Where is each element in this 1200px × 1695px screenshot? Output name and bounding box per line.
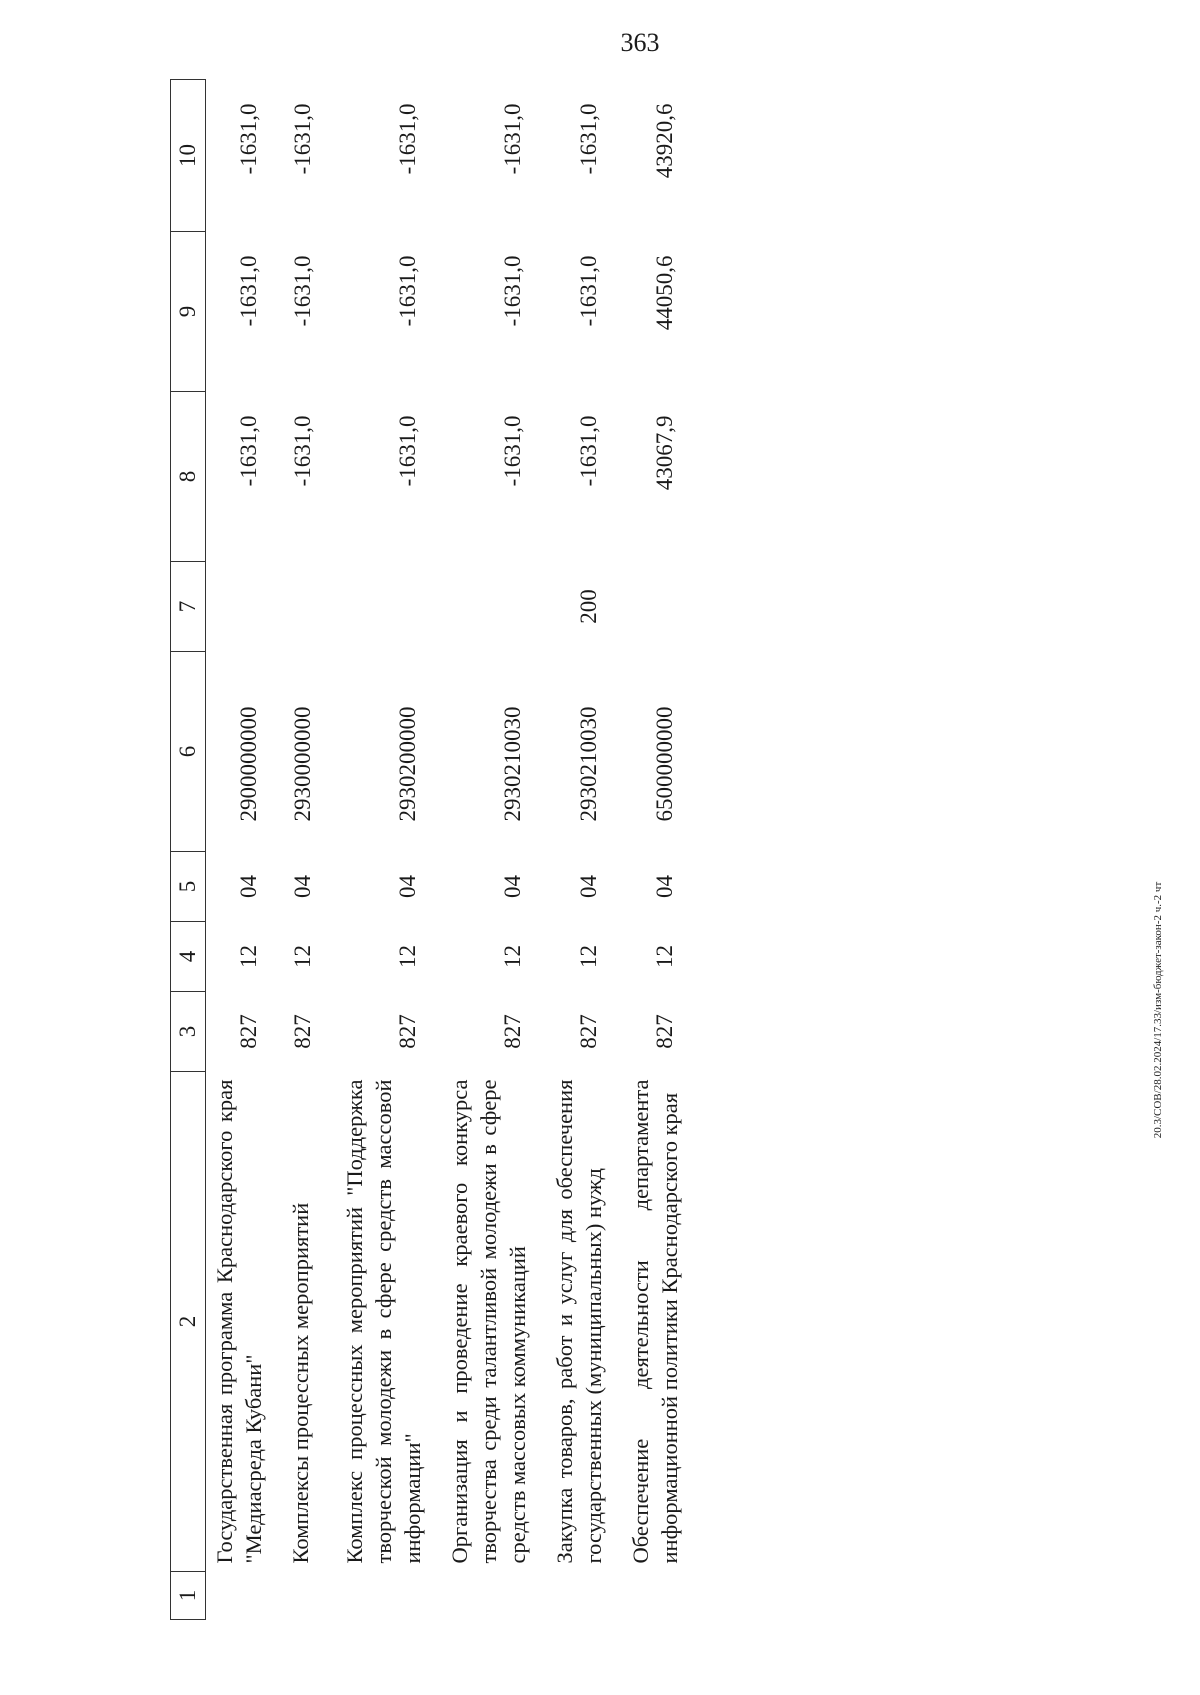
row-number-cell [441, 1572, 546, 1620]
column-header-2: 2 [171, 1072, 206, 1572]
ministry-code-cell: 827 [500, 1014, 525, 1049]
target-article-cell: 2930200000 [395, 706, 420, 822]
amount-col9-cell: 44050,6 [652, 255, 677, 331]
subsection-code-cell: 04 [576, 875, 601, 898]
amount-col8-cell: -1631,0 [395, 415, 420, 487]
expense-type-cell [282, 562, 336, 652]
table-row [282, 80, 336, 1620]
row-name-cell: Государственная программа Краснодарского края "Медиасреда Кубани" [212, 1079, 266, 1564]
subsection-code-cell: 04 [652, 875, 677, 898]
table-row [622, 80, 698, 1620]
amount-col8-cell: -1631,0 [576, 415, 601, 487]
section-code-cell: 12 [395, 945, 420, 968]
expense-type-cell [206, 562, 283, 652]
section-code-cell: 12 [236, 945, 261, 968]
row-number-cell [282, 1572, 336, 1620]
ministry-code-cell: 827 [236, 1014, 261, 1049]
target-article-cell: 2930000000 [290, 706, 315, 822]
row-name-cell: Комплекс процессных мероприятий "Поддержка творческой молодежи в сфере средств массовой информации" [342, 1079, 425, 1564]
column-header-5: 5 [171, 852, 206, 922]
table-row [336, 80, 441, 1620]
amount-col9-cell: -1631,0 [236, 255, 261, 327]
column-header-3: 3 [171, 992, 206, 1072]
budget-table-rotated [170, 80, 1040, 1620]
expense-type-cell [441, 562, 546, 652]
column-header-1: 1 [171, 1572, 206, 1620]
subsection-code-cell: 04 [236, 875, 261, 898]
amount-col8-cell: -1631,0 [236, 415, 261, 487]
column-header-9: 9 [171, 232, 206, 392]
ministry-code-cell: 827 [652, 1014, 677, 1049]
row-number-cell [546, 1572, 622, 1620]
amount-col9-cell: -1631,0 [500, 255, 525, 327]
ministry-code-cell: 827 [395, 1014, 420, 1049]
column-header-10: 10 [171, 80, 206, 232]
amount-col10-cell: -1631,0 [236, 103, 261, 175]
expense-type-cell [336, 562, 441, 652]
expense-type-cell [622, 562, 698, 652]
section-code-cell: 12 [290, 945, 315, 968]
target-article-cell: 2930210030 [500, 706, 525, 822]
target-article-cell: 2900000000 [236, 706, 261, 822]
amount-col10-cell: -1631,0 [395, 103, 420, 175]
column-header-7: 7 [171, 562, 206, 652]
row-name-cell: Обеспечение деятельности департамента информационной политики Краснодарского края [628, 1079, 682, 1564]
row-name-cell: Закупка товаров, работ и услуг для обеспечения государственных (муниципальных) нужд [552, 1079, 606, 1564]
document-footer-code: 20.3/СОВ/28.02.2024/17.33/изм-бюджет-закон-2 ч.-2 чт [1152, 881, 1164, 1139]
amount-col8-cell: -1631,0 [290, 415, 315, 487]
section-code-cell: 12 [500, 945, 525, 968]
ministry-code-cell: 827 [576, 1014, 601, 1049]
amount-col8-cell: 43067,9 [652, 415, 677, 491]
amount-col10-cell: -1631,0 [500, 103, 525, 175]
column-number-header [171, 80, 206, 1620]
amount-col9-cell: -1631,0 [576, 255, 601, 327]
section-code-cell: 12 [576, 945, 601, 968]
row-number-cell [622, 1572, 698, 1620]
column-header-8: 8 [171, 392, 206, 562]
amount-col8-cell: -1631,0 [500, 415, 525, 487]
ministry-code-cell: 827 [290, 1014, 315, 1049]
target-article-cell: 6500000000 [652, 706, 677, 822]
target-article-cell: 2930210030 [576, 706, 601, 822]
subsection-code-cell: 04 [500, 875, 525, 898]
row-number-cell [336, 1572, 441, 1620]
table-row [546, 80, 622, 1620]
amount-col10-cell: -1631,0 [576, 103, 601, 175]
amount-col10-cell: -1631,0 [290, 103, 315, 175]
amount-col9-cell: -1631,0 [290, 255, 315, 327]
row-name-cell: Комплексы процессных мероприятий [288, 1202, 313, 1564]
subsection-code-cell: 04 [290, 875, 315, 898]
row-name-cell: Организация и проведение краевого конкурса творчества среди талантливой молодежи в сфере средств массовых коммуникаций [447, 1079, 530, 1564]
amount-col10-cell: 43920,6 [652, 103, 677, 179]
subsection-code-cell: 04 [395, 875, 420, 898]
expense-type-cell: 200 [576, 589, 601, 624]
budget-table [170, 79, 698, 1620]
column-header-4: 4 [171, 922, 206, 992]
column-header-6: 6 [171, 652, 206, 852]
table-row [441, 80, 546, 1620]
section-code-cell: 12 [652, 945, 677, 968]
page-number: 363 [620, 28, 660, 57]
table-row [206, 80, 283, 1620]
row-number-cell [206, 1572, 283, 1620]
amount-col9-cell: -1631,0 [395, 255, 420, 327]
